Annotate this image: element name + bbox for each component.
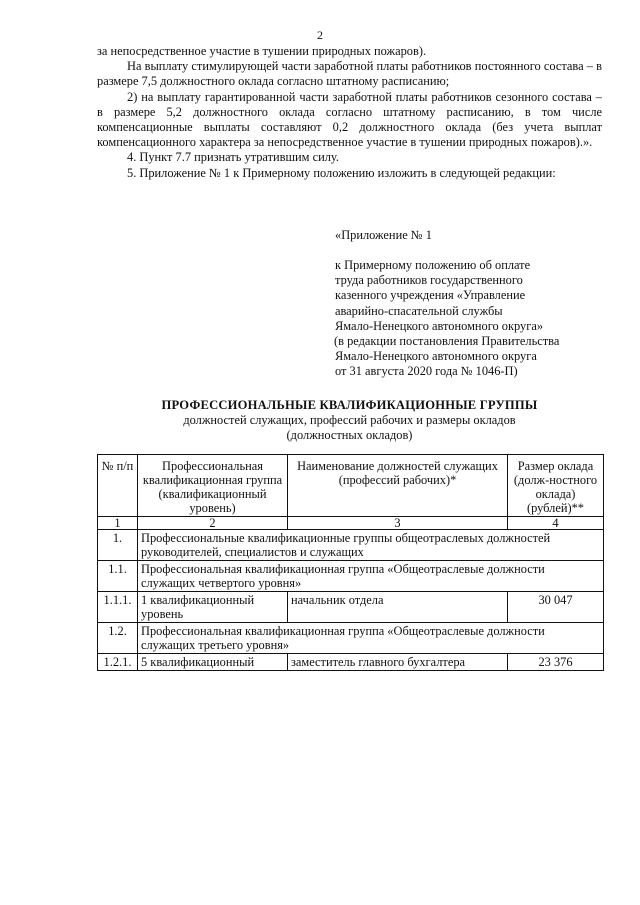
paragraph-item-5: 5. Приложение № 1 к Примерному положению изложить в следующей редакции: xyxy=(127,165,556,180)
row-number: 1.2. xyxy=(98,623,138,654)
appendix-title: «Приложение № 1 xyxy=(335,228,432,242)
row-number: 1.2.1. xyxy=(98,654,138,671)
appendix-reference xyxy=(335,258,605,380)
group-title: Профессиональные квалификационные группы общеотраслевых должностей руководителей, специалистов и служащих xyxy=(138,530,604,561)
section-heading xyxy=(97,398,602,443)
heading-title: ПРОФЕССИОНАЛЬНЫЕ КВАЛИФИКАЦИОННЫЕ ГРУППЫ xyxy=(161,398,538,412)
group-title: Профессиональная квалификационная группа «Общеотраслевые должности служащих третьего уровня» xyxy=(138,623,604,654)
table-row xyxy=(98,654,604,671)
row-number: 1.1. xyxy=(98,561,138,592)
table-row xyxy=(98,561,604,592)
header-group: Профессиональная квалификационная группа (квалификационный уровень) xyxy=(138,455,288,517)
position-name: заместитель главного бухгалтера xyxy=(288,654,508,671)
appendix-line: (в редакции постановления Правительства xyxy=(334,334,560,349)
qualification-level: 5 квалификационный xyxy=(138,654,288,671)
header-number: № п/п xyxy=(98,455,138,517)
header-salary: Размер оклада (долж-ностного оклада) (рублей)** xyxy=(508,455,604,517)
row-number: 1. xyxy=(98,530,138,561)
column-index: 1 xyxy=(98,517,138,530)
appendix-line: аварийно-спасательной службы xyxy=(335,303,503,318)
appendix-line: от 31 августа 2020 года № 1046-П) xyxy=(335,364,518,379)
header-position: Наименование должностей служащих (профессий рабочих)* xyxy=(288,455,508,517)
appendix-line: труда работников государственного xyxy=(335,273,523,288)
paragraph-continuation: за непосредственное участие в тушении природных пожаров). xyxy=(97,44,427,58)
column-index: 4 xyxy=(508,517,604,530)
heading-subtitle: должностей служащих, профессий рабочих и размеры окладов xyxy=(183,413,516,427)
body-text xyxy=(97,44,602,181)
page-number: 2 xyxy=(317,28,323,42)
table-header-row xyxy=(98,455,604,517)
paragraph-item-4: 4. Пункт 7.7 признать утратившим силу. xyxy=(127,150,339,165)
salary-amount: 30 047 xyxy=(508,592,604,623)
paragraph-stimulating-pay: На выплату стимулирующей части заработной платы работников постоянного состава – в размере 7,5 должностного оклада согласно штатному расписанию; xyxy=(97,59,602,89)
position-name: начальник отдела xyxy=(288,592,508,623)
appendix-line: казенного учреждения «Управление xyxy=(335,288,526,303)
qualification-table xyxy=(97,454,604,671)
group-title: Профессиональная квалификационная группа «Общеотраслевые должности служащих четвертого уровня» xyxy=(138,561,604,592)
paragraph-seasonal-pay: 2) на выплату гарантированной части заработной платы работников сезонного состава – в размере 5,2 должностного оклада согласно штатному расписанию, в том числе компенсационные выплаты составляют 0,2 должностного оклада (без учета выплат компенсационного характера за непосредственное участие в тушении природных пожаров).». xyxy=(97,89,602,150)
column-index: 2 xyxy=(138,517,288,530)
appendix-line: Ямало-Ненецкого автономного округа» xyxy=(335,318,544,333)
table-row xyxy=(98,530,604,561)
qualification-level: 1 квалификационный уровень xyxy=(138,592,288,623)
table-row xyxy=(98,623,604,654)
appendix-line: к Примерному положению об оплате xyxy=(335,258,531,272)
appendix-line: Ямало-Ненецкого автономного округа xyxy=(335,349,537,364)
heading-subtitle: (должностных окладов) xyxy=(286,428,413,442)
column-index: 3 xyxy=(288,517,508,530)
row-number: 1.1.1. xyxy=(98,592,138,623)
salary-amount: 23 376 xyxy=(508,654,604,671)
table-row xyxy=(98,592,604,623)
table-column-index-row xyxy=(98,517,604,530)
